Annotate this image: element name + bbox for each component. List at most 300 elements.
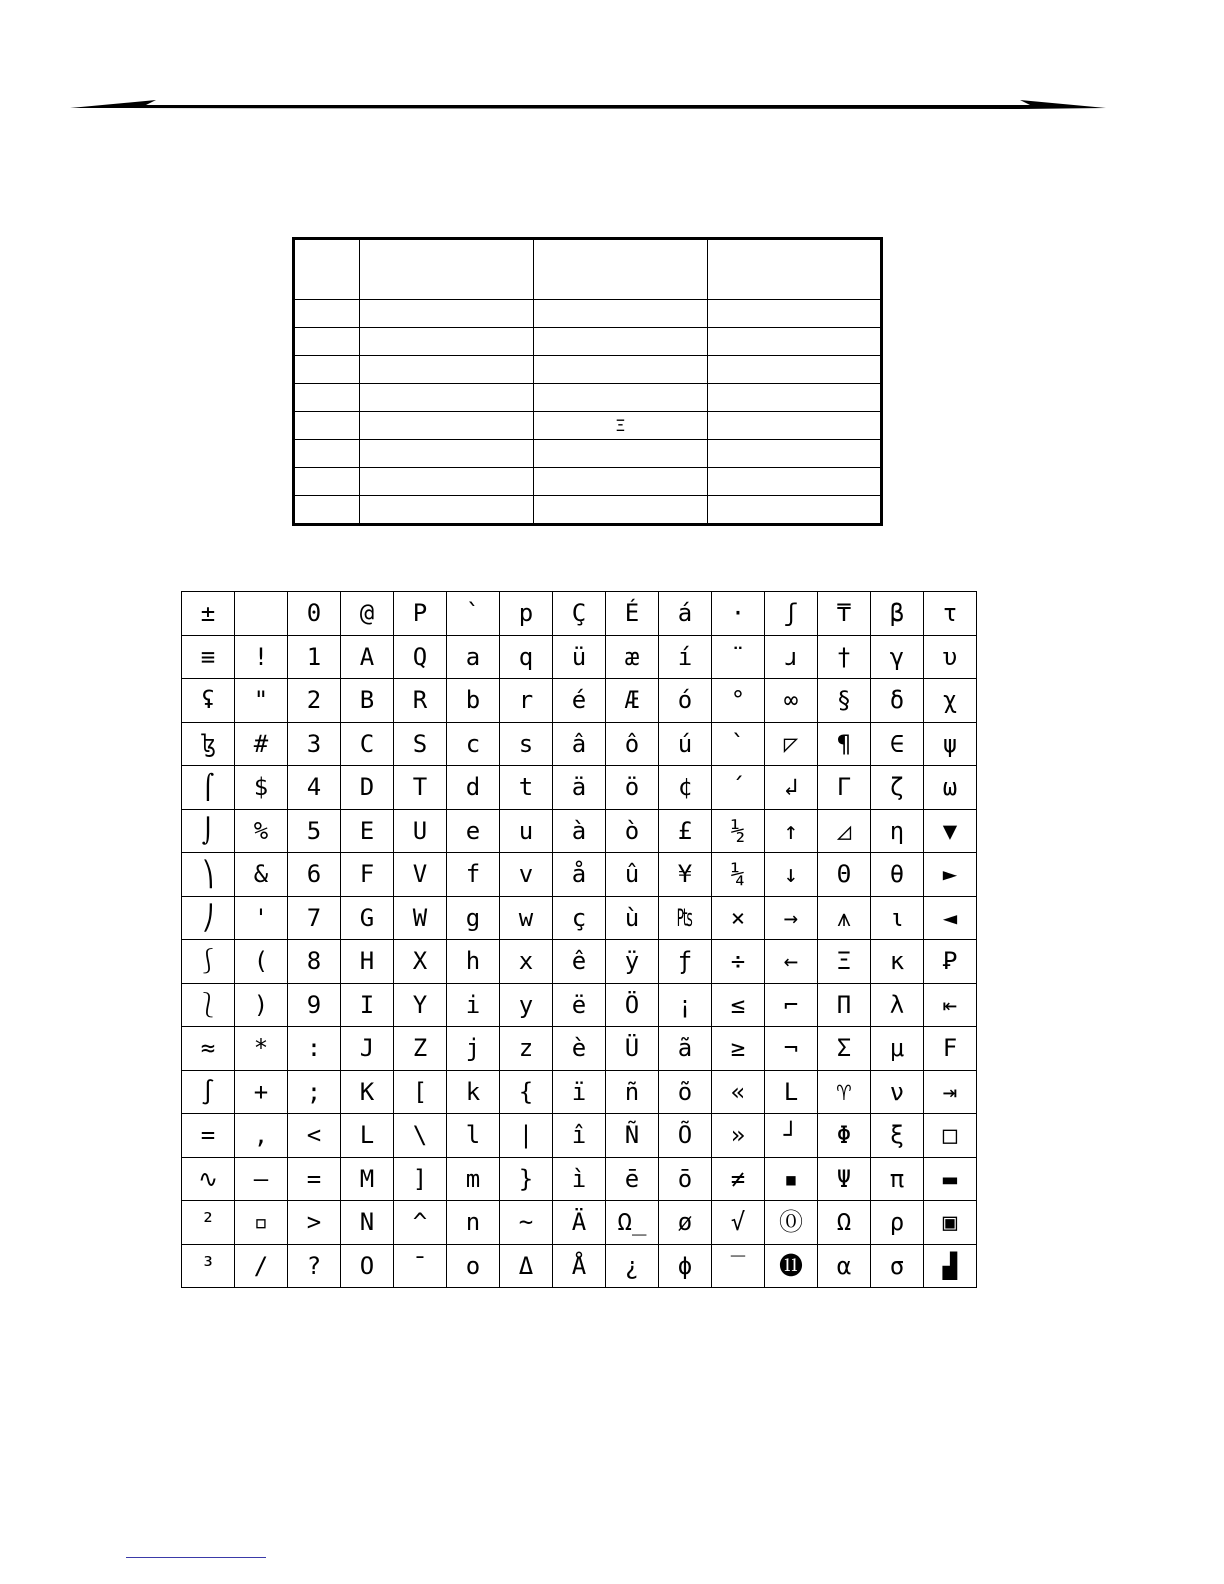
char-grid-row bbox=[182, 635, 977, 679]
char-grid-cell: υ bbox=[924, 635, 977, 679]
char-grid-cell: B bbox=[341, 679, 394, 723]
char-grid-cell: ≈ bbox=[182, 1027, 235, 1071]
char-grid-cell: ¨ bbox=[712, 635, 765, 679]
mode-table-cell bbox=[360, 239, 534, 300]
char-grid-cell: ► bbox=[924, 853, 977, 897]
char-grid-cell: ê bbox=[553, 940, 606, 984]
char-grid-cell bbox=[235, 592, 288, 636]
char-grid-cell: ▣ bbox=[924, 1201, 977, 1245]
char-grid-cell: † bbox=[818, 635, 871, 679]
char-grid-cell: ⓪ bbox=[765, 1201, 818, 1245]
mode-table-cell bbox=[534, 356, 708, 384]
char-grid-cell: A bbox=[341, 635, 394, 679]
char-grid-cell: E bbox=[341, 809, 394, 853]
char-grid-cell: \ bbox=[394, 1114, 447, 1158]
mode-table-row bbox=[294, 412, 882, 440]
char-grid-cell: H bbox=[341, 940, 394, 984]
char-grid-cell: ▼ bbox=[924, 809, 977, 853]
char-grid-cell: ← bbox=[765, 940, 818, 984]
char-grid-cell: r bbox=[500, 679, 553, 723]
char-grid-cell: ¶ bbox=[818, 722, 871, 766]
char-grid-cell: } bbox=[500, 1157, 553, 1201]
mode-table-cell bbox=[294, 412, 360, 440]
mode-table-row bbox=[294, 300, 882, 328]
char-grid-cell: ↓ bbox=[765, 853, 818, 897]
char-grid-cell: ï bbox=[553, 1070, 606, 1114]
mode-table-cell bbox=[534, 300, 708, 328]
char-grid-cell: z bbox=[500, 1027, 553, 1071]
char-grid-cell: λ bbox=[871, 983, 924, 1027]
char-grid-cell: ɮ bbox=[182, 722, 235, 766]
char-grid-cell: S bbox=[394, 722, 447, 766]
mode-table-cell bbox=[708, 239, 882, 300]
char-grid-cell: ` bbox=[712, 722, 765, 766]
char-grid-cell: ! bbox=[235, 635, 288, 679]
char-grid-cell: ω bbox=[924, 766, 977, 810]
char-grid-cell: ι bbox=[871, 896, 924, 940]
char-grid-cell: Δ bbox=[500, 1244, 553, 1288]
mode-table-cell bbox=[294, 440, 360, 468]
char-grid-cell: ù bbox=[606, 896, 659, 940]
char-grid-cell: ± bbox=[182, 592, 235, 636]
char-grid-cell: à bbox=[553, 809, 606, 853]
mode-table bbox=[292, 237, 883, 526]
char-grid-cell: ° bbox=[712, 679, 765, 723]
char-grid-cell: O bbox=[341, 1244, 394, 1288]
char-grid-cell: ∫ bbox=[182, 1070, 235, 1114]
char-grid-cell: ³ bbox=[182, 1244, 235, 1288]
char-grid-cell: P bbox=[394, 592, 447, 636]
char-grid-cell: J bbox=[341, 1027, 394, 1071]
footer-rule bbox=[126, 1557, 266, 1558]
char-grid-cell: Φ bbox=[818, 1114, 871, 1158]
char-grid-cell: δ bbox=[871, 679, 924, 723]
char-grid-cell: R bbox=[394, 679, 447, 723]
char-grid-cell: π bbox=[871, 1157, 924, 1201]
char-grid-cell: 4 bbox=[288, 766, 341, 810]
char-grid-cell: ë bbox=[553, 983, 606, 1027]
char-grid-cell: ö bbox=[606, 766, 659, 810]
char-grid-cell: Õ bbox=[659, 1114, 712, 1158]
character-set-grid bbox=[181, 591, 977, 1288]
char-grid-cell: ◿ bbox=[818, 809, 871, 853]
char-grid-cell: : bbox=[288, 1027, 341, 1071]
char-grid-cell: b bbox=[447, 679, 500, 723]
mode-table-row bbox=[294, 440, 882, 468]
char-grid-cell: α bbox=[818, 1244, 871, 1288]
mode-table-header-row bbox=[294, 239, 882, 300]
mode-table-row bbox=[294, 384, 882, 412]
char-grid-cell: 0 bbox=[288, 592, 341, 636]
char-grid-cell: n bbox=[447, 1201, 500, 1245]
char-grid-cell: a bbox=[447, 635, 500, 679]
char-grid-cell: { bbox=[500, 1070, 553, 1114]
char-grid-cell: ÿ bbox=[606, 940, 659, 984]
char-grid-cell: i bbox=[447, 983, 500, 1027]
char-grid-cell: & bbox=[235, 853, 288, 897]
char-grid-cell: 9 bbox=[288, 983, 341, 1027]
char-grid-cell: ≥ bbox=[712, 1027, 765, 1071]
char-grid-cell: f bbox=[447, 853, 500, 897]
mode-table-cell bbox=[294, 468, 360, 496]
char-grid-cell: , bbox=[235, 1114, 288, 1158]
char-grid-cell: q bbox=[500, 635, 553, 679]
char-grid-cell: î bbox=[553, 1114, 606, 1158]
char-grid-cell: Å bbox=[553, 1244, 606, 1288]
mode-table-cell bbox=[294, 300, 360, 328]
char-grid-cell: χ bbox=[924, 679, 977, 723]
char-grid-cell: É bbox=[606, 592, 659, 636]
char-grid-cell: û bbox=[606, 853, 659, 897]
char-grid-cell: ◸ bbox=[765, 722, 818, 766]
char-grid-cell: √ bbox=[712, 1201, 765, 1245]
char-grid-cell: ( bbox=[235, 940, 288, 984]
header-rule bbox=[70, 96, 1106, 116]
char-grid-cell: ¿ bbox=[606, 1244, 659, 1288]
char-grid-cell: C bbox=[341, 722, 394, 766]
char-grid-cell: ⎠ bbox=[182, 896, 235, 940]
char-grid-cell: X bbox=[394, 940, 447, 984]
char-grid-cell: ì bbox=[553, 1157, 606, 1201]
char-grid-cell: = bbox=[288, 1157, 341, 1201]
char-grid-cell: e bbox=[447, 809, 500, 853]
char-grid-cell: £ bbox=[659, 809, 712, 853]
char-grid-cell: U bbox=[394, 809, 447, 853]
char-grid-cell: + bbox=[235, 1070, 288, 1114]
char-grid-cell: ₧ bbox=[659, 896, 712, 940]
mode-table-cell bbox=[360, 300, 534, 328]
mode-table-cell bbox=[294, 328, 360, 356]
char-grid-cell: x bbox=[500, 940, 553, 984]
char-grid-cell: ⌠ bbox=[182, 766, 235, 810]
char-grid-cell: ◄ bbox=[924, 896, 977, 940]
mode-table-cell bbox=[360, 468, 534, 496]
char-grid-cell: ↲ bbox=[765, 766, 818, 810]
char-grid-row bbox=[182, 1027, 977, 1071]
char-grid-cell: Ä bbox=[553, 1201, 606, 1245]
char-grid-cell: ` bbox=[447, 592, 500, 636]
char-grid-cell: ü bbox=[553, 635, 606, 679]
char-grid-cell: F bbox=[924, 1027, 977, 1071]
char-grid-cell: ɹ bbox=[765, 635, 818, 679]
char-grid-cell: ξ bbox=[871, 1114, 924, 1158]
char-grid-cell: m bbox=[447, 1157, 500, 1201]
char-grid-cell: γ bbox=[871, 635, 924, 679]
char-grid-cell: ú bbox=[659, 722, 712, 766]
char-grid-row bbox=[182, 679, 977, 723]
char-grid-cell: N bbox=[341, 1201, 394, 1245]
char-grid-cell: Ω̲ bbox=[606, 1201, 659, 1245]
char-grid-cell: v bbox=[500, 853, 553, 897]
char-grid-cell: ≤ bbox=[712, 983, 765, 1027]
char-grid-cell: ¢ bbox=[659, 766, 712, 810]
char-grid-cell: ▬ bbox=[924, 1157, 977, 1201]
mode-table-cell bbox=[708, 468, 882, 496]
char-grid-cell: L bbox=[341, 1114, 394, 1158]
char-grid-cell: c bbox=[447, 722, 500, 766]
char-grid-cell: Ω bbox=[818, 1201, 871, 1245]
char-grid-cell: < bbox=[288, 1114, 341, 1158]
char-grid-cell: 6 bbox=[288, 853, 341, 897]
char-grid-cell: " bbox=[235, 679, 288, 723]
mode-table-cell bbox=[708, 384, 882, 412]
char-grid-cell: ^ bbox=[394, 1201, 447, 1245]
char-grid-cell: è bbox=[553, 1027, 606, 1071]
char-grid-cell: β bbox=[871, 592, 924, 636]
char-grid-cell: ¼ bbox=[712, 853, 765, 897]
char-grid-cell: ζ bbox=[871, 766, 924, 810]
char-grid-cell: õ bbox=[659, 1070, 712, 1114]
mode-table-cell: Ξ bbox=[534, 412, 708, 440]
char-grid-cell: p bbox=[500, 592, 553, 636]
char-grid-cell: ó bbox=[659, 679, 712, 723]
char-grid-cell: k bbox=[447, 1070, 500, 1114]
mode-table-cell bbox=[294, 384, 360, 412]
char-grid-cell: × bbox=[712, 896, 765, 940]
char-grid-cell: ) bbox=[235, 983, 288, 1027]
char-grid-cell: ≡ bbox=[182, 635, 235, 679]
char-grid-cell: ¥ bbox=[659, 853, 712, 897]
char-grid-cell: j bbox=[447, 1027, 500, 1071]
char-grid-cell: · bbox=[712, 592, 765, 636]
char-grid-row bbox=[182, 592, 977, 636]
char-grid-cell: ϕ bbox=[659, 1244, 712, 1288]
char-grid-cell: I bbox=[341, 983, 394, 1027]
char-grid-cell: ⇥ bbox=[924, 1070, 977, 1114]
char-grid-cell: å bbox=[553, 853, 606, 897]
char-grid-cell: Ö bbox=[606, 983, 659, 1027]
char-grid-cell: ´ bbox=[712, 766, 765, 810]
char-grid-cell: ? bbox=[288, 1244, 341, 1288]
char-grid-cell: g bbox=[447, 896, 500, 940]
mode-table-cell bbox=[360, 496, 534, 525]
char-grid-row bbox=[182, 896, 977, 940]
char-grid-cell: Ꝑ bbox=[924, 940, 977, 984]
char-grid-cell: F bbox=[341, 853, 394, 897]
char-grid-cell: ₸ bbox=[818, 592, 871, 636]
char-grid-cell: ƒ bbox=[659, 940, 712, 984]
char-grid-cell: ‾ bbox=[712, 1244, 765, 1288]
char-grid-cell: ∿ bbox=[182, 1157, 235, 1201]
mode-table-cell bbox=[534, 239, 708, 300]
char-grid-row bbox=[182, 983, 977, 1027]
mode-table-cell bbox=[534, 328, 708, 356]
char-grid-cell: ▟ bbox=[924, 1244, 977, 1288]
char-grid-cell: t bbox=[500, 766, 553, 810]
char-grid-cell: □ bbox=[924, 1114, 977, 1158]
char-grid-cell: ~ bbox=[500, 1201, 553, 1245]
mode-table-cell bbox=[360, 356, 534, 384]
char-grid-cell: § bbox=[818, 679, 871, 723]
char-grid-cell: ν bbox=[871, 1070, 924, 1114]
char-grid-cell: $ bbox=[235, 766, 288, 810]
char-grid-cell: â bbox=[553, 722, 606, 766]
char-grid-cell: / bbox=[235, 1244, 288, 1288]
char-grid-cell: ≠ bbox=[712, 1157, 765, 1201]
mode-table-row bbox=[294, 496, 882, 525]
mode-table-cell bbox=[708, 412, 882, 440]
char-grid-cell: # bbox=[235, 722, 288, 766]
char-grid-cell: K bbox=[341, 1070, 394, 1114]
char-grid-cell: ↑ bbox=[765, 809, 818, 853]
char-grid-cell: á bbox=[659, 592, 712, 636]
char-grid-cell: ç bbox=[553, 896, 606, 940]
char-grid-cell: Æ bbox=[606, 679, 659, 723]
char-grid-cell: » bbox=[712, 1114, 765, 1158]
char-grid-cell: Ξ bbox=[818, 940, 871, 984]
char-grid-cell: u bbox=[500, 809, 553, 853]
char-grid-cell: ñ bbox=[606, 1070, 659, 1114]
char-grid-cell: ¡ bbox=[659, 983, 712, 1027]
char-grid-cell: ] bbox=[394, 1157, 447, 1201]
char-grid-cell: ; bbox=[288, 1070, 341, 1114]
char-grid-cell: τ bbox=[924, 592, 977, 636]
char-grid-cell: ē bbox=[606, 1157, 659, 1201]
char-grid-cell: * bbox=[235, 1027, 288, 1071]
char-grid-cell: ⎰ bbox=[182, 940, 235, 984]
char-grid-row bbox=[182, 853, 977, 897]
char-grid-cell: σ bbox=[871, 1244, 924, 1288]
char-grid-row bbox=[182, 1244, 977, 1288]
char-grid-cell: ▪ bbox=[765, 1157, 818, 1201]
char-grid-cell: ² bbox=[182, 1201, 235, 1245]
char-grid-cell: é bbox=[553, 679, 606, 723]
char-grid-cell: ♈ bbox=[818, 1070, 871, 1114]
mode-table-cell bbox=[534, 384, 708, 412]
char-grid-cell: 2 bbox=[288, 679, 341, 723]
char-grid-cell: ⓫ bbox=[765, 1244, 818, 1288]
mode-table-cell bbox=[534, 468, 708, 496]
char-grid-cell: @ bbox=[341, 592, 394, 636]
char-grid-cell: 3 bbox=[288, 722, 341, 766]
char-grid-cell: → bbox=[765, 896, 818, 940]
char-grid-cell: ¯ bbox=[394, 1244, 447, 1288]
mode-table-cell bbox=[534, 440, 708, 468]
char-grid-cell: ō bbox=[659, 1157, 712, 1201]
char-grid-cell: Π bbox=[818, 983, 871, 1027]
char-grid-cell: ⎱ bbox=[182, 983, 235, 1027]
mode-table-cell bbox=[708, 300, 882, 328]
char-grid-cell: V bbox=[394, 853, 447, 897]
char-grid-cell: ⌐ bbox=[765, 983, 818, 1027]
char-grid-cell: ∞ bbox=[765, 679, 818, 723]
char-grid-cell: % bbox=[235, 809, 288, 853]
char-grid-cell: « bbox=[712, 1070, 765, 1114]
char-grid-cell: ʃ bbox=[765, 592, 818, 636]
mode-table-cell bbox=[708, 496, 882, 525]
char-grid-cell: d bbox=[447, 766, 500, 810]
char-grid-cell: ø bbox=[659, 1201, 712, 1245]
char-grid-cell: ʢ bbox=[182, 679, 235, 723]
char-grid-cell: 5 bbox=[288, 809, 341, 853]
char-grid-cell: ∈ bbox=[871, 722, 924, 766]
char-grid-cell: [ bbox=[394, 1070, 447, 1114]
char-grid-row bbox=[182, 1201, 977, 1245]
char-grid-cell: Σ bbox=[818, 1027, 871, 1071]
char-grid-cell: Ñ bbox=[606, 1114, 659, 1158]
mode-table-row bbox=[294, 468, 882, 496]
char-grid-row bbox=[182, 1070, 977, 1114]
char-grid-row bbox=[182, 940, 977, 984]
char-grid-cell: Y bbox=[394, 983, 447, 1027]
char-grid-row bbox=[182, 766, 977, 810]
char-grid-cell: W bbox=[394, 896, 447, 940]
char-grid-cell: Z bbox=[394, 1027, 447, 1071]
char-grid-cell: 8 bbox=[288, 940, 341, 984]
char-grid-cell: ▫ bbox=[235, 1201, 288, 1245]
mode-table-row bbox=[294, 328, 882, 356]
char-grid-cell: 1 bbox=[288, 635, 341, 679]
char-grid-cell: ½ bbox=[712, 809, 765, 853]
mode-table-cell bbox=[708, 356, 882, 384]
char-grid-cell: ô bbox=[606, 722, 659, 766]
char-grid-cell: = bbox=[182, 1114, 235, 1158]
char-grid-cell: ¬ bbox=[765, 1027, 818, 1071]
char-grid-cell: s bbox=[500, 722, 553, 766]
char-grid-cell: μ bbox=[871, 1027, 924, 1071]
char-grid-row bbox=[182, 1114, 977, 1158]
mode-table-cell bbox=[294, 356, 360, 384]
char-grid-cell: o bbox=[447, 1244, 500, 1288]
char-grid-cell: y bbox=[500, 983, 553, 1027]
char-grid-cell: G bbox=[341, 896, 394, 940]
char-grid-cell: ' bbox=[235, 896, 288, 940]
char-grid-row bbox=[182, 722, 977, 766]
char-grid-cell: M bbox=[341, 1157, 394, 1201]
char-grid-cell: h bbox=[447, 940, 500, 984]
char-grid-cell: T bbox=[394, 766, 447, 810]
char-grid-cell: w bbox=[500, 896, 553, 940]
char-grid-cell: 7 bbox=[288, 896, 341, 940]
mode-table-cell bbox=[708, 328, 882, 356]
char-grid-cell: Ü bbox=[606, 1027, 659, 1071]
mode-table-cell bbox=[360, 440, 534, 468]
char-grid-row bbox=[182, 1157, 977, 1201]
char-grid-cell: ψ bbox=[924, 722, 977, 766]
char-grid-cell: ⩚ bbox=[818, 896, 871, 940]
mode-table-cell bbox=[708, 440, 882, 468]
char-grid-cell: æ bbox=[606, 635, 659, 679]
mode-table-cell bbox=[360, 328, 534, 356]
char-grid-cell: Q bbox=[394, 635, 447, 679]
char-grid-cell: η bbox=[871, 809, 924, 853]
char-grid-cell: ⎞ bbox=[182, 853, 235, 897]
mode-table-cell bbox=[360, 384, 534, 412]
char-grid-cell: Γ bbox=[818, 766, 871, 810]
char-grid-cell: D bbox=[341, 766, 394, 810]
mode-table-cell bbox=[360, 412, 534, 440]
mode-table-row bbox=[294, 356, 882, 384]
char-grid-cell: Ψ bbox=[818, 1157, 871, 1201]
char-grid-cell: > bbox=[288, 1201, 341, 1245]
char-grid-cell: ä bbox=[553, 766, 606, 810]
mode-table-cell bbox=[534, 496, 708, 525]
char-grid-cell: Ç bbox=[553, 592, 606, 636]
char-grid-cell: l bbox=[447, 1114, 500, 1158]
char-grid-cell: ã bbox=[659, 1027, 712, 1071]
char-grid-cell: ⌡ bbox=[182, 809, 235, 853]
char-grid-row bbox=[182, 809, 977, 853]
mode-table-cell bbox=[294, 239, 360, 300]
char-grid-cell: L bbox=[765, 1070, 818, 1114]
char-grid-cell: θ bbox=[871, 853, 924, 897]
char-grid-cell: — bbox=[235, 1157, 288, 1201]
char-grid-cell: | bbox=[500, 1114, 553, 1158]
char-grid-cell: Θ bbox=[818, 853, 871, 897]
char-grid-cell: ρ bbox=[871, 1201, 924, 1245]
mode-table-cell bbox=[294, 496, 360, 525]
char-grid-cell: ⇤ bbox=[924, 983, 977, 1027]
